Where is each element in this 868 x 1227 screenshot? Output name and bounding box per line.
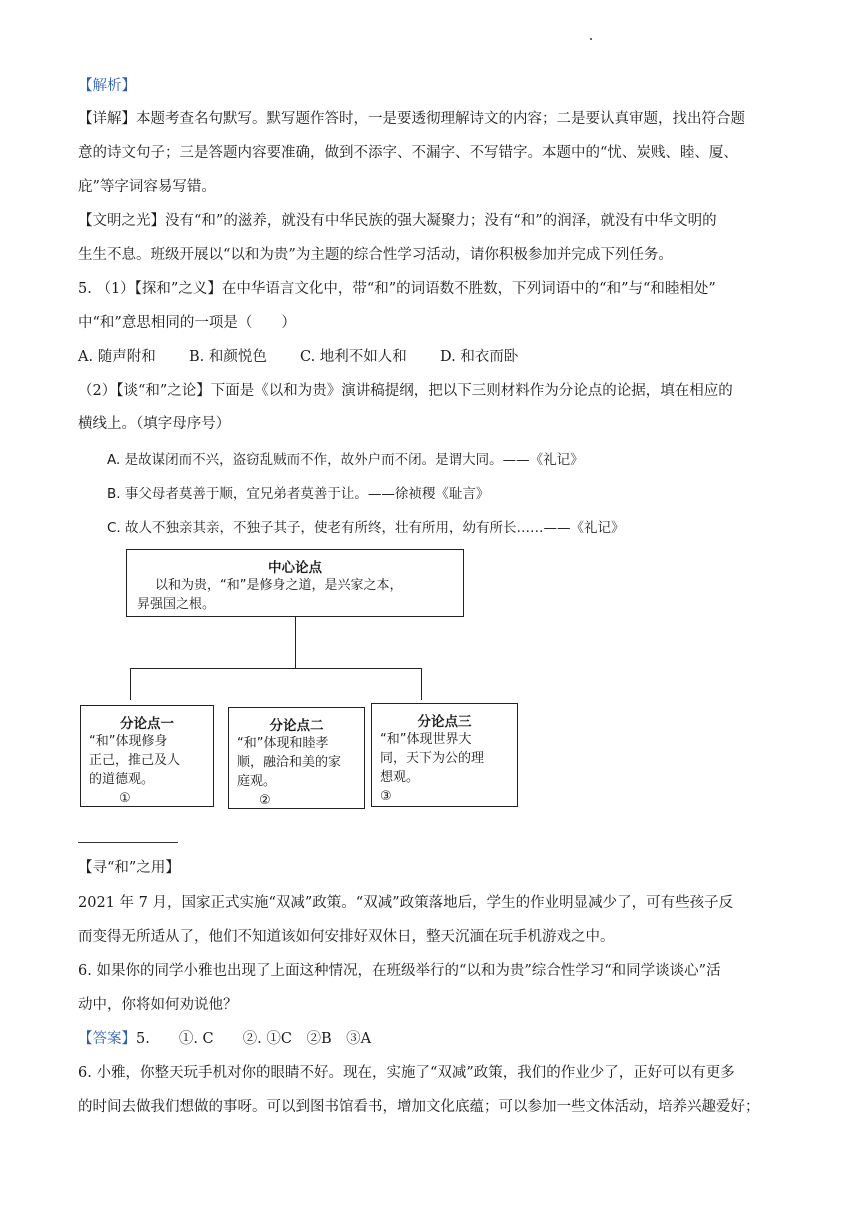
answer-q6-line-1: 6. 小雅，你整天玩手机对你的眼睛不好。现在，实施了“双减”政策，我们的作业少了，正好可以有更多 (78, 1065, 735, 1081)
sub-point-2-mark: ② (259, 793, 271, 808)
sub-point-3-line-3: 想观。 (380, 770, 420, 785)
sub-point-3-line-1: “和”体现世界大 (380, 732, 472, 747)
sub-point-1-line-2: 正己，推己及人 (89, 753, 181, 768)
material-a: A. 是故谋闭而不兴，盗窃乱贼而不作，故外户而不闭。是谓大同。——《礼记》 (107, 452, 584, 468)
intro-line-1: 【文明之光】没有“和”的滋养，就没有中华民族的强大凝聚力；没有“和”的润泽，就没有中华文明的 (78, 213, 717, 229)
option-d: D. 和衣而卧 (440, 349, 519, 365)
q5-part2-line-2: 横线上。（填字母序号） (78, 416, 231, 432)
sub-point-1-title: 分论点一 (120, 716, 174, 732)
sub-point-2-line-3: 庭观。 (237, 774, 277, 789)
sub-point-3-title: 分论点三 (417, 714, 472, 730)
seek-heading: 【寻“和”之用】 (78, 860, 180, 876)
connector-left (130, 668, 131, 700)
material-b: B. 事父母者莫善于顺，宜兄弟者莫善于让。——徐祯稷《耻言》 (107, 486, 490, 502)
answer-label: 【答案】 (78, 1031, 136, 1047)
seek-line-1: 2021 年 7 月，国家正式实施“双减”政策。“双减”政策落地后，学生的作业明显减少了，可有些孩子反 (78, 895, 734, 911)
sub-point-3-box (371, 703, 518, 807)
sub-point-1-mark: ① (119, 791, 131, 806)
q6-line-1: 6. 如果你的同学小雅也出现了上面这种情况，在班级举行的“以和为贵”综合性学习“和同学谈谈心”活 (78, 963, 721, 979)
sub-point-2-title: 分论点二 (269, 718, 324, 734)
answer-q6-line-2: 的时间去做我们想做的事呀。可以到图书馆看书，增加文化底蕴；可以参加一些文体活动，培养兴趣爱好； (78, 1099, 760, 1115)
option-b: B. 和颜悦色 (189, 349, 267, 365)
answer-row (78, 1029, 371, 1049)
seek-line-2: 而变得无所适从了，他们不知道该如何安排好双休日，整天沉湎在玩手机游戏之中。 (78, 929, 615, 945)
detail-line-1: 【详解】本题考查名句默写。默写题作答时，一是要透彻理解诗文的内容；二是要认真审题，找出符合题 (78, 111, 745, 127)
q6-line-2: 动中，你将如何劝说他？ (78, 997, 238, 1013)
center-thesis-line-1: 以和为贵，“和”是修身之道，是兴家之本， (155, 578, 403, 593)
connector-horizontal (130, 668, 422, 669)
q5-part1-line-2: 中“和”意思相同的一项是（ ） (78, 315, 296, 331)
q5-part2-line-1: （2）【谈“和”之论】下面是《以和为贵》演讲稿提纲，把以下三则材料作为分论点的论据，填在相应的 (78, 383, 733, 399)
sub-point-1-box (80, 705, 214, 807)
sub-point-2-box (228, 707, 365, 809)
detail-line-3: 庇”等字词容易写错。 (78, 179, 216, 195)
connector-right (421, 668, 422, 700)
q5-part1-line-1: 5. （1）【探和”之义】在中华语言文化中，带“和”的词语数不胜数，下列词语中的“和”与“和睦相处” (78, 281, 716, 297)
sub-point-2-line-2: 顺，融洽和美的家 (237, 755, 342, 770)
intro-line-2: 生生不息。班级开展以“以和为贵”为主题的综合性学习活动，请你积极参加并完成下列任务。 (78, 247, 673, 263)
center-thesis-box (126, 549, 464, 617)
sub-point-3-mark: ③ (380, 789, 392, 804)
option-a: A. 随声附和 (78, 349, 156, 365)
connector-vertical (295, 617, 296, 669)
sub-point-2-line-1: “和”体现和睦孝 (237, 736, 329, 751)
page-dot (590, 38, 592, 40)
answer-blank-line (78, 842, 178, 843)
detail-line-2: 意的诗文句子；三是答题内容要准确，做到不添字、不漏字、不写错字。本题中的“忧、炭贱、睦、厦、 (78, 145, 738, 161)
answer-text: 5. ①. C ②. ①C ②B ③A (136, 1031, 372, 1047)
material-c: C. 故人不独亲其亲，不独子其子，使老有所终，壮有所用，幼有所长……——《礼记》 (107, 520, 625, 536)
sub-point-3-line-2: 同，天下为公的理 (380, 751, 485, 766)
analysis-heading: 【解析】 (78, 78, 136, 94)
center-thesis-line-2: 昇强国之根。 (137, 597, 216, 612)
option-c: C. 地利不如人和 (300, 349, 407, 365)
center-thesis-title: 中心论点 (268, 560, 322, 576)
sub-point-1-line-3: 的道德观。 (89, 772, 155, 787)
sub-point-1-line-1: “和”体现修身 (89, 734, 168, 749)
